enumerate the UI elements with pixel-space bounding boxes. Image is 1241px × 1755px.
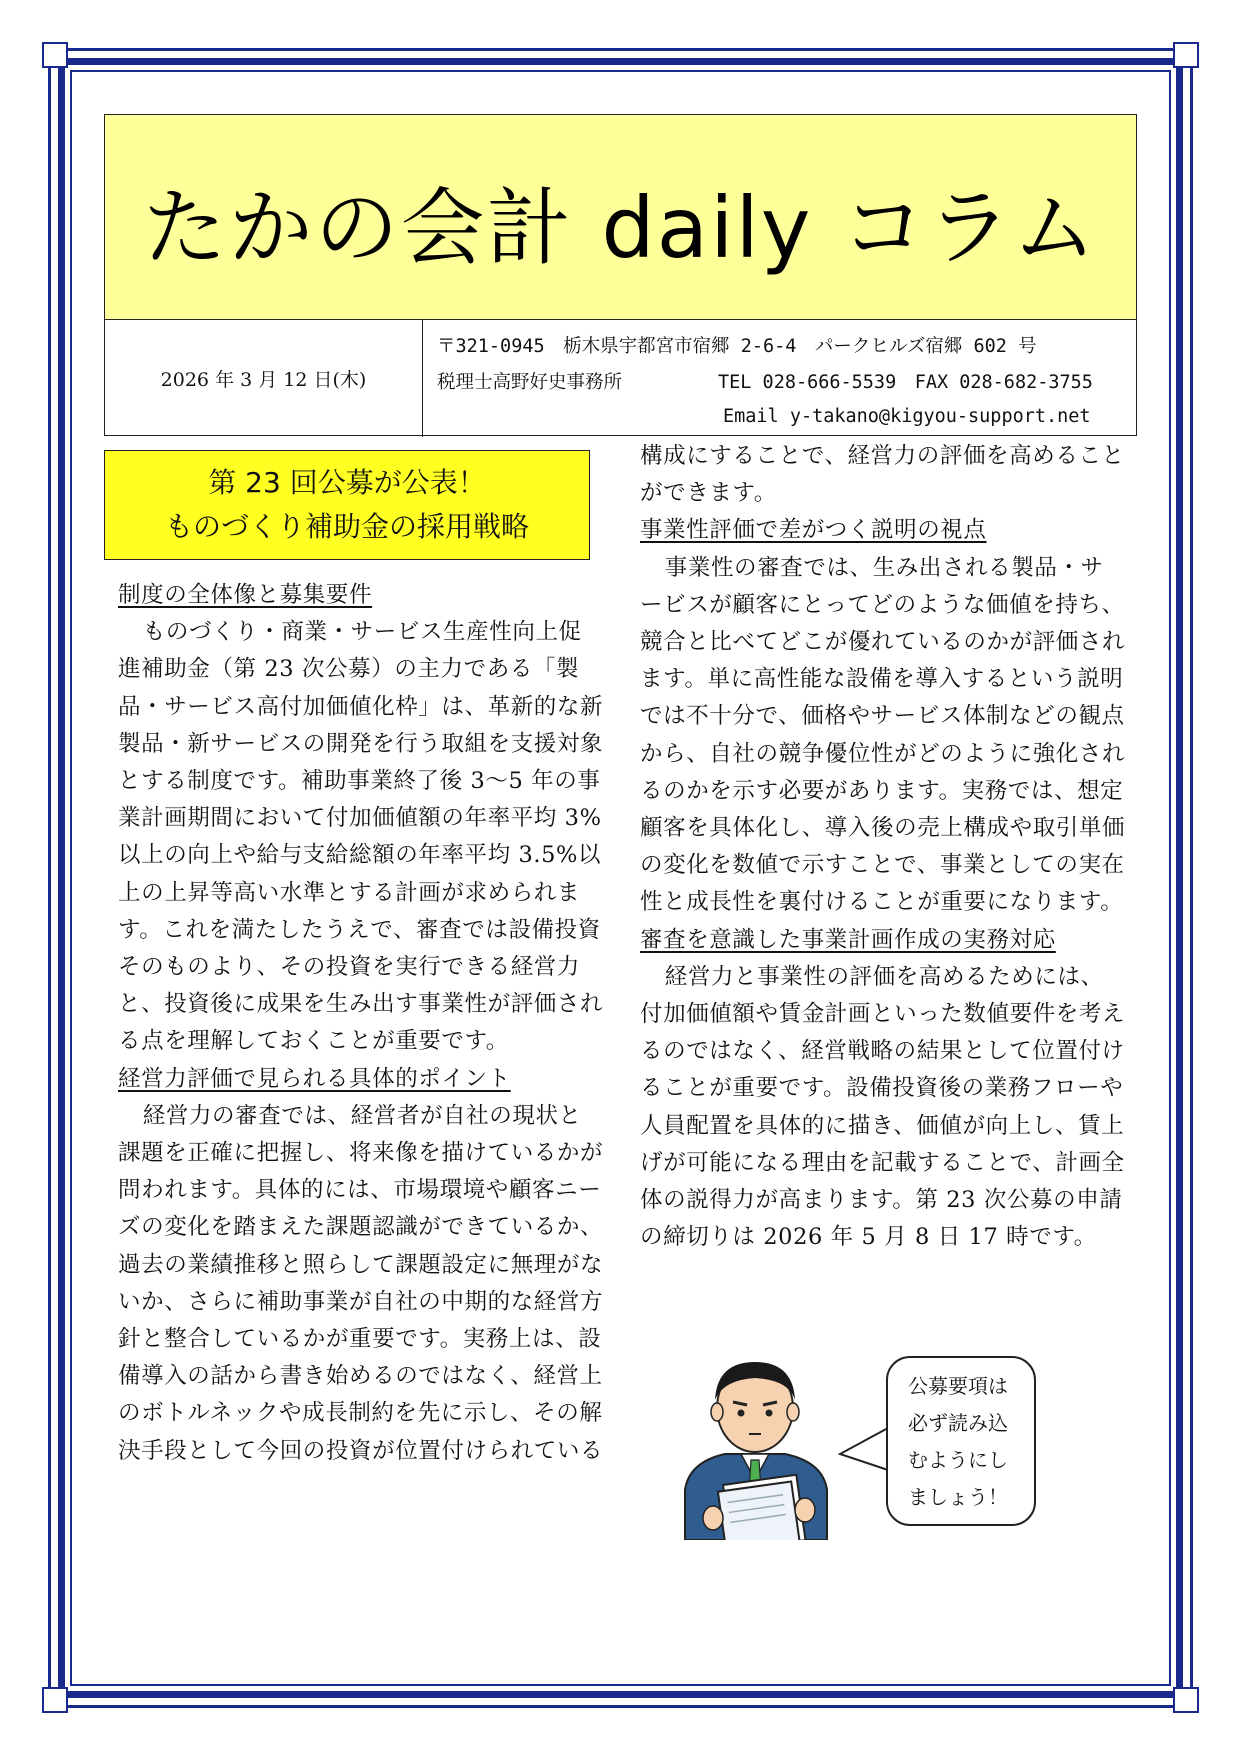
section-heading: 審査を意識した事業計画作成の実務対応 [640, 926, 1056, 953]
section-heading: 制度の全体像と募集要件 [118, 582, 373, 608]
frame-corner-bottom-left [42, 1687, 68, 1713]
newsletter-header [104, 114, 1137, 436]
body-paragraph: 構成にすることで、経営力の評価を高めることができます。 [640, 443, 1125, 507]
frame-corner-top-right [1173, 42, 1199, 68]
headline-line-2: ものづくり補助金の採用戦略 [164, 510, 529, 543]
body-paragraph: ものづくり・商業・サービス生産性向上促進補助金（第 23 次公募）の主力である「製品・サービス高付加価値化枠」は、革新的な新製品・新サービスの開発を行う取組を支援対象とする制度です。補助事業終了後 3～5 年の事業計画期間において付加価値額の年率平均 3%以上の向上や給与支給総額の年率平均 3.5%以上の上昇等高い水準とする計画が求められます。これを満たしたうえで、審査では設備投資そのものより、その投資を実行できる経営力と、投資後に成果を生み出す事業性が評価される点を理解しておくことが重要です。 [118, 619, 604, 1055]
bubble-line: ましょう！ [908, 1485, 1008, 1509]
issue-date: 2026 年 3 月 12 日(木) [105, 320, 423, 437]
section-heading: 事業性評価で差がつく説明の視点 [640, 517, 987, 544]
businessman-reading-illustration [665, 1350, 845, 1540]
office-phone-fax: TEL 028-666-5539 FAX 028-682-3755 [718, 372, 1093, 393]
speech-bubble [886, 1356, 1036, 1526]
bubble-line: 公募要項は [908, 1374, 1008, 1398]
bubble-line: むようにし [908, 1448, 1008, 1472]
office-name: 税理士高野好史事務所 [437, 372, 623, 393]
bubble-line: 必ず読み込 [908, 1411, 1008, 1435]
left-column [118, 577, 604, 1470]
right-column [640, 438, 1126, 1256]
title-banner [105, 115, 1136, 320]
article-headline [104, 450, 590, 560]
office-address: 〒321-0945 栃木県宇都宮市宿郷 2-6-4 パークヒルズ宿郷 602 号 [437, 336, 1037, 357]
contact-block [423, 320, 1136, 437]
body-paragraph: 事業性の審査では、生み出される製品・サービスが顧客にとってどのような価値を持ち、競合と比べてどこが優れているのかが評価されます。単に高性能な設備を導入するという説明では不十分で、価格やサービス体制などの観点から、自社の競争優位性がどのように強化されるのかを示す必要があります。実務では、想定顧客を具体化し、導入後の売上構成や取引単価の変化を数値で示すことで、事業としての実在性と成長性を裏付けることが重要になります。 [640, 554, 1126, 916]
frame-corner-bottom-right [1173, 1687, 1199, 1713]
page-title: たかの会計 daily コラム [142, 178, 1099, 277]
frame-corner-top-left [42, 42, 68, 68]
body-paragraph: 経営力の審査では、経営者が自社の現状と課題を正確に把握し、将来像を描けているかが問われます。具体的には、市場環境や顧客ニーズの変化を踏まえた課題認識ができているか、過去の業績推移と照らして課題設定に無理がないか、さらに補助事業が自社の中期的な経営方針と整合しているかが重要です。実務上は、設備導入の話から書き始めるのではなく、経営上のボトルネックや成長制約を先に示し、その解決手段として今回の投資が位置付けられている [118, 1102, 604, 1464]
office-email: Email y-takano@kigyou-support.net [723, 406, 1091, 427]
body-paragraph: 経営力と事業性の評価を高めるためには、付加価値額や賃金計画といった数値要件を考えるのではなく、経営戦略の結果として位置付けることが重要です。設備投資後の業務フローや人員配置を具体的に描き、価値が向上し、賃上げが可能になる理由を記載することで、計画全体の説得力が高まります。第 23 次公募の申請の締切りは 2026 年 5 月 8 日 17 時です。 [640, 963, 1126, 1251]
section-heading: 経営力評価で見られる具体的ポイント [118, 1065, 511, 1092]
headline-line-1: 第 23 回公募が公表！ [208, 466, 486, 499]
